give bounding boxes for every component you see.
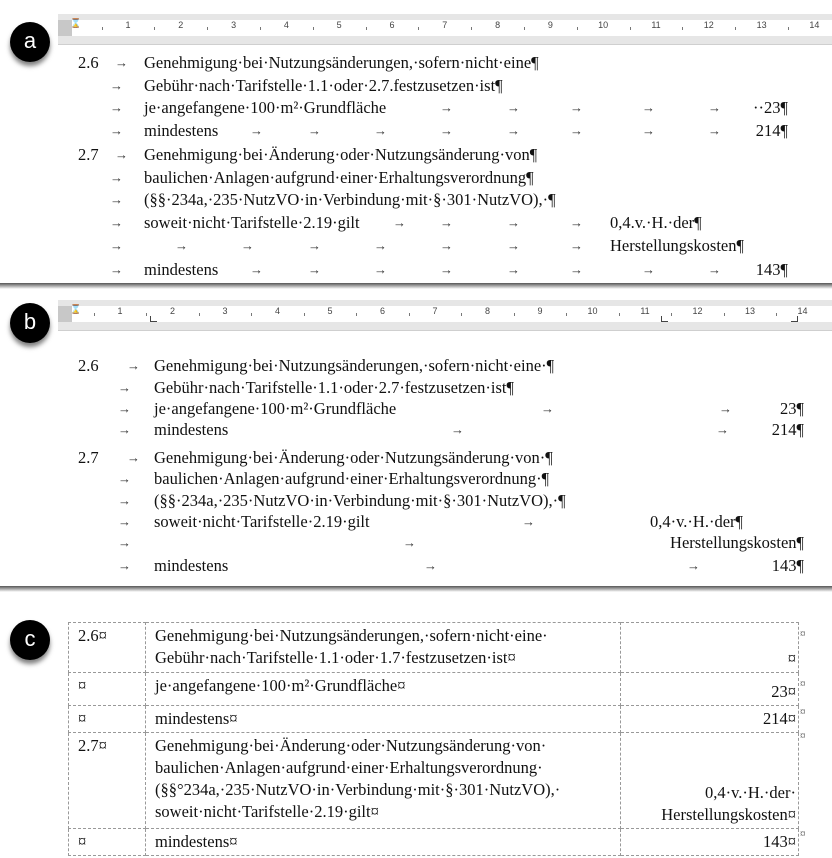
- tab-arrow-icon: →: [570, 215, 583, 230]
- fee-value: 23¶: [780, 399, 804, 418]
- ruler-number: 5: [327, 306, 333, 316]
- line-text[interactable]: Genehmigung·bei·Änderung·oder·Nutzungsänderung·von¶: [144, 145, 538, 164]
- end-of-row-mark: ¤: [800, 706, 806, 718]
- text-line: [0, 52, 832, 74]
- ruler-tick: [207, 27, 208, 30]
- tab-arrow-icon: →: [374, 123, 387, 138]
- description-line: mindestens¤: [155, 832, 238, 851]
- panel-c-table: [68, 622, 799, 856]
- tab-arrow-icon: →: [393, 215, 406, 230]
- tab-arrow-icon: →: [440, 215, 453, 230]
- fee-value: 214¤: [763, 709, 796, 728]
- text-line: [0, 75, 832, 97]
- tab-arrow-icon: →: [374, 238, 387, 253]
- tab-arrow-icon: →: [118, 422, 131, 437]
- tab-arrow-icon: →: [118, 514, 131, 529]
- indent-marker-icon[interactable]: ⌛: [70, 18, 82, 28]
- ruler-tick: [304, 313, 305, 316]
- tab-arrow-icon: →: [440, 262, 453, 277]
- line-text[interactable]: Genehmigung·bei·Nutzungsänderungen,·sofern·nicht·eine·¶: [154, 356, 555, 375]
- tab-arrow-icon: →: [118, 471, 131, 486]
- ruler-tick: [366, 27, 367, 30]
- ruler-tick: [154, 27, 155, 30]
- ruler-number: 8: [495, 20, 501, 30]
- fee-value: Herstellungskosten¤: [661, 805, 796, 824]
- tab-arrow-icon: →: [570, 238, 583, 253]
- ruler-number: 6: [389, 20, 395, 30]
- tab-arrow-icon: →: [708, 123, 721, 138]
- ruler-tick: [313, 27, 314, 30]
- ruler-tick: [94, 313, 95, 316]
- ruler-number: 12: [703, 20, 714, 30]
- ruler-number: 3: [222, 306, 228, 316]
- ruler-number: 3: [231, 20, 237, 30]
- fee-value: 143¤: [763, 832, 796, 851]
- tab-arrow-icon: →: [110, 215, 123, 230]
- description-cell[interactable]: [146, 673, 621, 706]
- fee-value: 0,4.v.·H.·der¶: [610, 213, 702, 232]
- line-text[interactable]: je·angefangene·100·m²·Grundfläche: [154, 399, 397, 418]
- fee-value: Herstellungskosten¶: [610, 236, 744, 255]
- ruler-number: 10: [587, 306, 598, 316]
- tab-arrow-icon: →: [570, 100, 583, 115]
- tab-arrow-icon: →: [118, 558, 131, 573]
- line-text[interactable]: mindestens: [144, 260, 219, 279]
- ruler-number: 4: [283, 20, 289, 30]
- ruler-tick: [260, 27, 261, 30]
- description-line: (§§°234a,·235·NutzVO·in·Verbindung·mit·§·301·NutzVO),·: [155, 780, 561, 799]
- tab-stop-icon[interactable]: [791, 316, 798, 322]
- table-row: [69, 673, 799, 706]
- line-text[interactable]: baulichen·Anlagen·aufgrund·einer·Erhaltungsverordnung¶: [144, 168, 534, 187]
- item-number-cell: 2.6¤: [69, 623, 146, 673]
- tab-arrow-icon: →: [118, 380, 131, 395]
- tab-arrow-icon: →: [110, 170, 123, 185]
- tab-arrow-icon: →: [570, 262, 583, 277]
- text-line: [0, 235, 832, 257]
- item-number-cell: ¤: [69, 829, 146, 856]
- fee-value: 143¶: [755, 260, 788, 279]
- ruler-tick: [102, 27, 103, 30]
- text-line: [0, 355, 832, 377]
- text-line: [0, 511, 832, 533]
- tab-arrow-icon: →: [308, 238, 321, 253]
- panel-label-b: b: [10, 303, 50, 343]
- tab-arrow-icon: →: [507, 238, 520, 253]
- fee-value: 0,4·v.·H.·der·: [704, 783, 796, 802]
- text-line: [0, 555, 832, 577]
- ruler-tick: [671, 313, 672, 316]
- tab-arrow-icon: →: [250, 262, 263, 277]
- description-line: Genehmigung·bei·Änderung·oder·Nutzungsänderung·von·: [155, 736, 547, 755]
- text-line: [0, 259, 832, 281]
- ruler-number: 12: [692, 306, 703, 316]
- text-line: [0, 398, 832, 420]
- tab-arrow-icon: →: [110, 192, 123, 207]
- ruler-number: 6: [379, 306, 386, 316]
- description-line: soweit·nicht·Tarifstelle·2.19·gilt¤: [155, 802, 379, 821]
- ruler-number: 7: [442, 20, 448, 30]
- item-number: 2.7: [78, 145, 99, 164]
- ruler-number: 1: [125, 20, 131, 30]
- tab-arrow-icon: →: [570, 123, 583, 138]
- tab-arrow-icon: →: [716, 422, 729, 437]
- ruler-number: 2: [178, 20, 184, 30]
- tab-arrow-icon: →: [440, 123, 453, 138]
- tab-arrow-icon: →: [507, 215, 520, 230]
- end-of-row-mark: ¤: [800, 678, 806, 690]
- tab-arrow-icon: →: [308, 262, 321, 277]
- tab-arrow-icon: →: [687, 558, 700, 573]
- line-text[interactable]: (§§·234a,·235·NutzVO·in·Verbindung·mit·§·301·NutzVO),·¶: [144, 190, 556, 209]
- tab-arrow-icon: →: [115, 147, 128, 162]
- line-text[interactable]: Gebühr·nach·Tarifstelle·1.1·oder·2.7·festzusetzen·ist¶: [154, 378, 514, 397]
- tab-arrow-icon: →: [451, 422, 464, 437]
- item-number: 2.6: [78, 356, 99, 375]
- table-row: [69, 829, 799, 856]
- ruler-b[interactable]: [58, 300, 832, 331]
- text-line: [0, 120, 832, 142]
- ruler-number: 7: [432, 306, 438, 316]
- fee-cell: [621, 829, 799, 856]
- line-text[interactable]: baulichen·Anlagen·aufgrund·einer·Erhaltungsverordnung·¶: [154, 469, 550, 488]
- description-cell[interactable]: [146, 706, 621, 733]
- ruler-number: 2: [169, 306, 176, 316]
- fee-cell: [621, 733, 799, 829]
- ruler-number: 1: [117, 306, 123, 316]
- text-line: [0, 167, 832, 189]
- ruler-tick: [418, 27, 419, 30]
- text-line: [0, 144, 832, 166]
- tab-arrow-icon: →: [424, 558, 437, 573]
- item-number-cell: ¤: [69, 706, 146, 733]
- fee-cell: [621, 673, 799, 706]
- ruler-tick: [630, 27, 631, 30]
- text-line: [0, 490, 832, 512]
- ruler-tick: [619, 313, 620, 316]
- tab-arrow-icon: →: [110, 262, 123, 277]
- line-text[interactable]: Gebühr·nach·Tarifstelle·1.1·oder·2.7.festzusetzen·ist¶: [144, 76, 503, 95]
- fee-value: 214¶: [755, 121, 788, 140]
- fee-cell: [621, 706, 799, 733]
- text-line: [0, 97, 832, 119]
- fee-value: 214¶: [771, 420, 804, 439]
- tab-arrow-icon: →: [127, 450, 140, 465]
- fee-value: 23¤: [771, 682, 796, 701]
- ruler-tick: [524, 27, 525, 30]
- ruler-tick: [146, 313, 147, 316]
- tab-arrow-icon: →: [522, 514, 535, 529]
- description-line: baulichen·Anlagen·aufgrund·einer·Erhaltungsverordnung·: [155, 758, 543, 777]
- end-of-row-mark: ¤: [800, 730, 806, 742]
- ruler-number: 13: [744, 306, 756, 316]
- text-line: [0, 377, 832, 399]
- divider: [0, 586, 832, 592]
- fee-cell: [621, 623, 799, 673]
- panel-label-c: c: [10, 620, 50, 660]
- ruler-tick: [409, 313, 410, 316]
- fee-value: Herstellungskosten¶: [670, 533, 804, 552]
- tab-arrow-icon: →: [110, 78, 123, 93]
- table-row: [69, 623, 799, 673]
- ruler-tick: [776, 313, 777, 316]
- tab-arrow-icon: →: [708, 100, 721, 115]
- tab-arrow-icon: →: [507, 123, 520, 138]
- ruler-tick: [682, 27, 683, 30]
- ruler-number: 4: [274, 306, 281, 316]
- tab-arrow-icon: →: [708, 262, 721, 277]
- tab-arrow-icon: →: [440, 238, 453, 253]
- tab-arrow-icon: →: [110, 238, 123, 253]
- item-number-cell: ¤: [69, 673, 146, 706]
- ruler-number: 9: [547, 20, 553, 30]
- tab-arrow-icon: →: [440, 100, 453, 115]
- tab-arrow-icon: →: [719, 401, 732, 416]
- line-text[interactable]: mindestens: [154, 420, 229, 439]
- item-number: 2.7: [78, 448, 99, 467]
- ruler-number: 8: [484, 306, 491, 316]
- ruler-tick: [788, 27, 789, 30]
- fee-value: ··23¶: [753, 98, 788, 117]
- description-cell[interactable]: [146, 623, 621, 673]
- line-text[interactable]: Genehmigung·bei·Nutzungsänderungen,·sofern·nicht·eine¶: [144, 53, 539, 72]
- item-number-cell: 2.7¤: [69, 733, 146, 829]
- ruler-number: 14: [797, 306, 808, 316]
- text-line: [0, 189, 832, 211]
- ruler-tick: [577, 27, 578, 30]
- text-line: [0, 447, 832, 469]
- ruler-tick: [724, 313, 725, 316]
- tab-arrow-icon: →: [118, 401, 131, 416]
- ruler-tick: [471, 27, 472, 30]
- line-text[interactable]: mindestens: [154, 556, 229, 575]
- line-text[interactable]: mindestens: [144, 121, 219, 140]
- ruler-tick: [251, 313, 252, 316]
- description-line: mindestens¤: [155, 709, 238, 728]
- tab-arrow-icon: →: [115, 55, 128, 70]
- ruler-tick: [735, 27, 736, 30]
- ruler-number: 5: [336, 20, 342, 30]
- end-of-row-mark: ¤: [800, 828, 806, 840]
- ruler-number: 11: [651, 20, 661, 30]
- ruler-tick: [199, 313, 200, 316]
- ruler-tick: [461, 313, 462, 316]
- ruler-number: 14: [809, 20, 820, 30]
- tab-arrow-icon: →: [642, 262, 655, 277]
- end-of-row-mark: ¤: [800, 628, 806, 640]
- ruler-number: 11: [640, 306, 650, 316]
- tab-arrow-icon: →: [308, 123, 321, 138]
- table-row: [69, 706, 799, 733]
- tab-arrow-icon: →: [110, 123, 123, 138]
- text-line: [0, 419, 832, 441]
- description-line: Genehmigung·bei·Nutzungsänderungen,·sofern·nicht·eine·: [155, 626, 548, 645]
- tab-stop-icon[interactable]: [150, 316, 157, 322]
- tab-arrow-icon: →: [175, 238, 188, 253]
- tab-arrow-icon: →: [250, 123, 263, 138]
- tab-arrow-icon: →: [507, 262, 520, 277]
- tab-arrow-icon: →: [642, 123, 655, 138]
- description-cell[interactable]: [146, 733, 621, 829]
- tab-stop-icon[interactable]: [661, 316, 668, 322]
- text-line: [0, 468, 832, 490]
- line-text[interactable]: Genehmigung·bei·Änderung·oder·Nutzungsänderung·von·¶: [154, 448, 553, 467]
- ruler-number: 9: [537, 306, 543, 316]
- tab-arrow-icon: →: [507, 100, 520, 115]
- tab-arrow-icon: →: [642, 100, 655, 115]
- line-text[interactable]: (§§·234a,·235·NutzVO·in·Verbindung·mit·§·301·NutzVO),·¶: [154, 491, 566, 510]
- fee-value: 143¶: [771, 556, 804, 575]
- text-line: [0, 532, 832, 554]
- table-row: [69, 733, 799, 829]
- ruler-number: 10: [598, 20, 609, 30]
- description-line: je·angefangene·100·m²·Grundfläche¤: [155, 676, 406, 695]
- line-text[interactable]: soweit·nicht·Tarifstelle·2.19·gilt: [144, 213, 360, 232]
- tab-arrow-icon: →: [118, 535, 131, 550]
- tab-arrow-icon: →: [541, 401, 554, 416]
- tab-arrow-icon: →: [374, 262, 387, 277]
- line-text[interactable]: je·angefangene·100·m²·Grundfläche: [144, 98, 387, 117]
- indent-marker-icon[interactable]: ⌛: [70, 304, 82, 314]
- description-line: Gebühr·nach·Tarifstelle·1.1·oder·1.7·festzusetzen·ist¤: [155, 648, 516, 667]
- ruler-tick: [514, 313, 515, 316]
- item-number: 2.6: [78, 53, 99, 72]
- ruler-number: 13: [756, 20, 767, 30]
- ruler-tick: [356, 313, 357, 316]
- tab-arrow-icon: →: [127, 358, 140, 373]
- line-text[interactable]: soweit·nicht·Tarifstelle·2.19·gilt: [154, 512, 370, 531]
- divider: [0, 283, 832, 289]
- tab-arrow-icon: →: [403, 535, 416, 550]
- description-cell[interactable]: [146, 829, 621, 856]
- fee-value: ¤: [787, 649, 796, 668]
- text-line: [0, 212, 832, 234]
- ruler-a[interactable]: [58, 14, 832, 45]
- tab-arrow-icon: →: [241, 238, 254, 253]
- ruler-tick: [566, 313, 567, 316]
- panel-label-a: a: [10, 22, 50, 62]
- tab-arrow-icon: →: [118, 493, 131, 508]
- fee-value: 0,4·v.·H.·der¶: [650, 512, 743, 531]
- tab-arrow-icon: →: [110, 100, 123, 115]
